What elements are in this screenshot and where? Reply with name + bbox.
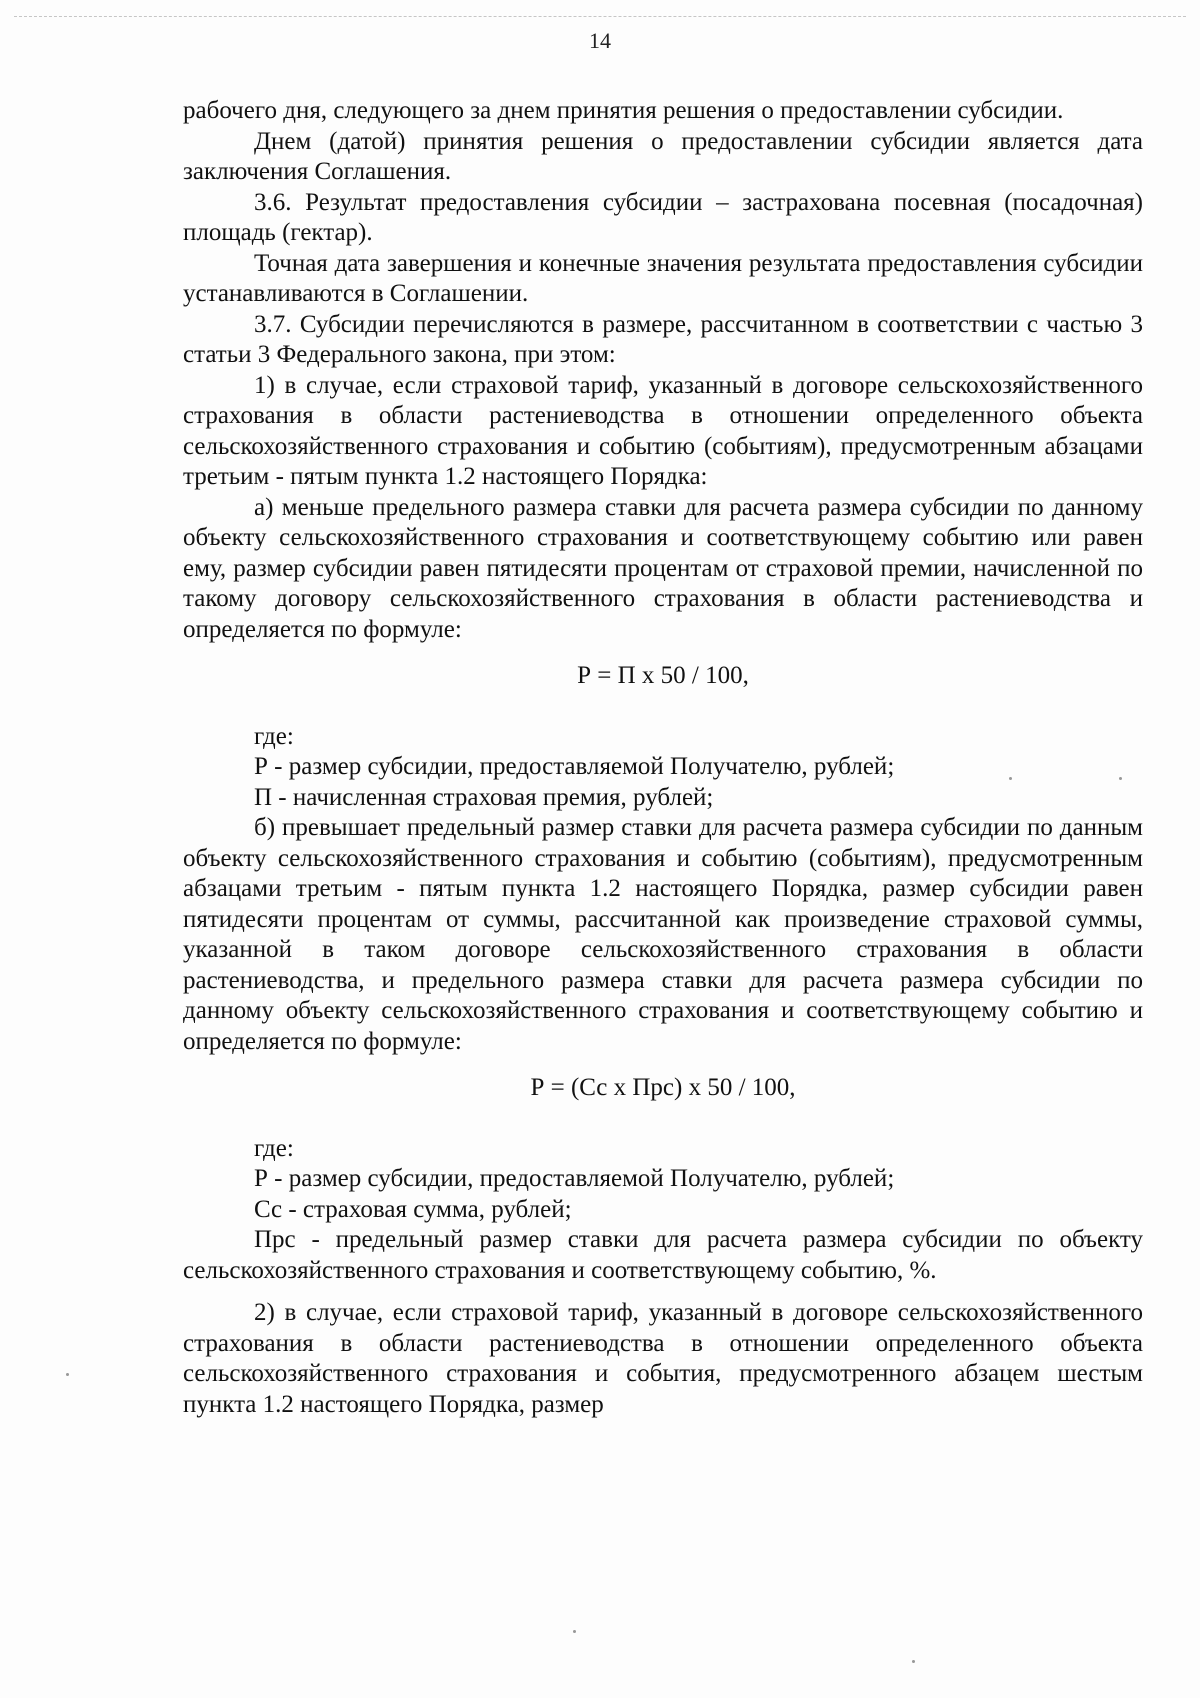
paragraph-where-1: где:	[254, 722, 294, 750]
scan-speck	[66, 1373, 69, 1376]
paragraph-continuation: рабочего дня, следующего за днем принятия решения о предоставлении субсидии.	[183, 97, 1064, 124]
definition-p-subsidy-2: Р - размер субсидии, предоставляемой Получателю, рублей;	[254, 1165, 895, 1192]
paragraph-case-1: 1) в случае, если страховой тариф, указанный в договоре сельскохозяйственного страхования в области растениеводства в отношении определенного объекта сельскохозяйственного страхования и событию (событиям), предусмотренным абзацами третьим - пятым пункта 1.2 настоящего Порядка:	[183, 371, 1143, 490]
formula-2: Р = (Сс х Прс) х 50 / 100,	[530, 1074, 796, 1101]
paragraph-where-2: где:	[254, 1134, 294, 1162]
paragraph-decision-date: Днем (датой) принятия решения о предоставлении субсидии является дата заключения Соглашения.	[183, 127, 1143, 185]
scan-top-edge	[14, 16, 1186, 17]
paragraph-case-1a: а) меньше предельного размера ставки для расчета размера субсидии по данному объекту сельскохозяйственного страхования и соответствующему событию или равен ему, размер субсидии равен пятидесяти процентам от страховой премии, начисленной по такому договору сельскохозяйственного страхования в области растениеводства и определяется по формуле:	[183, 493, 1143, 643]
paragraph-3-7-transfer: 3.7. Субсидии перечисляются в размере, рассчитанном в соответствии с частью 3 статьи 3 Федерального закона, при этом:	[183, 310, 1143, 368]
document-body	[183, 96, 1143, 1420]
paragraph-case-2: 2) в случае, если страховой тариф, указанный в договоре сельскохозяйственного страхования в области растениеводства в отношении определенного объекта сельскохозяйственного страхования и события, предусмотренного абзацем шестым пункта 1.2 настоящего Порядка, размер	[183, 1299, 1143, 1418]
definition-premium: П - начисленная страховая премия, рублей;	[254, 783, 714, 811]
scan-speck	[1119, 777, 1122, 780]
page-number: 14	[589, 28, 611, 53]
paragraph-3-6-result: 3.6. Результат предоставления субсидии – застрахована посевная (посадочная) площадь (гектар).	[183, 188, 1143, 246]
definition-insured-sum: Сс - страховая сумма, рублей;	[254, 1195, 572, 1223]
paragraph-case-1b: б) превышает предельный размер ставки для расчета размера субсидии по данным объекту сельскохозяйственного страхования и событию (событиям), предусмотренным абзацами третьим - пятым пункта 1.2 настоящего Порядка, размер субсидии равен пятидесяти процентам от суммы, рассчитанной как произведение страховой суммы, указанной в таком договоре сельскохозяйственного страхования в области растениеводства, и предельного размера ставки для расчета размера субсидии по данному объекту сельскохозяйственного страхования и соответствующему событию и определяется по формуле:	[183, 814, 1143, 1055]
scan-speck	[573, 1630, 576, 1633]
paragraph-result-deadline: Точная дата завершения и конечные значения результата предоставления субсидии устанавливаются в Соглашении.	[183, 249, 1143, 307]
scan-speck	[1009, 777, 1012, 780]
formula-1: Р = П х 50 / 100,	[577, 662, 749, 689]
definition-rate-limit: Прс - предельный размер ставки для расчета размера субсидии по объекту сельскохозяйственного страхования и соответствующему событию, %.	[183, 1226, 1143, 1284]
definition-p-subsidy-1: Р - размер субсидии, предоставляемой Получателю, рублей;	[254, 753, 895, 780]
scan-speck	[912, 1660, 915, 1663]
